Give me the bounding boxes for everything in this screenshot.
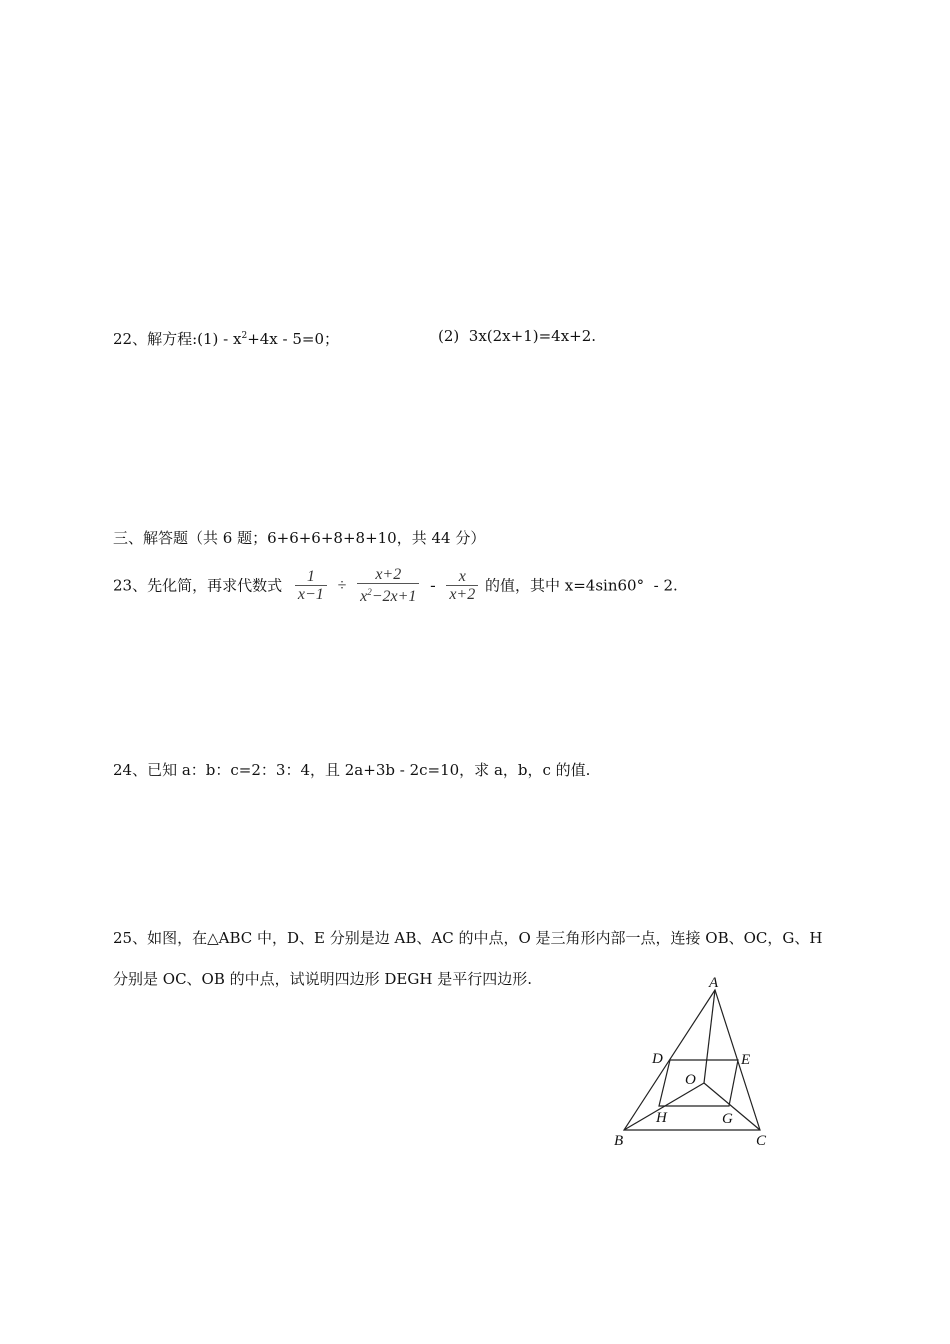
- section-3-heading: 三、解答题（共 6 题；6+6+6+8+8+10，共 44 分）: [113, 529, 486, 547]
- label-e: E: [741, 1052, 751, 1068]
- question-25-line-2: 分别是 OC、OB 的中点，试说明四边形 DEGH 是平行四边形.: [113, 970, 532, 988]
- segment-ob: [624, 1083, 704, 1130]
- label-b: B: [614, 1133, 624, 1149]
- fraction-1: $\frac{1}{x-1}$: [295, 568, 327, 603]
- label-c: C: [756, 1133, 767, 1149]
- question-23: [113, 566, 678, 605]
- label-d: D: [652, 1051, 663, 1067]
- question-24: 24、已知 a：b：c=2：3：4，且 2a+3b - 2c=10，求 a，b，c 的值.: [113, 761, 591, 779]
- segment-ao: [704, 990, 715, 1083]
- q22-part1-text: 22、解方程:(1) - $x^2+4x - 5=0$；: [113, 330, 340, 348]
- divide-operator: ÷: [337, 576, 347, 594]
- q23-prefix: 23、先化简，再求代数式: [113, 576, 283, 595]
- quadrilateral-degh: [659, 1060, 738, 1106]
- label-g: G: [722, 1111, 733, 1127]
- q23-suffix: 的值，其中 x=4sin60° - 2.: [485, 576, 678, 595]
- fraction-3: $\frac{x}{x+2}$: [446, 568, 478, 603]
- question-22: [113, 326, 597, 349]
- label-h: H: [656, 1110, 667, 1126]
- segment-oc: [704, 1083, 760, 1130]
- question-25-line-1: 25、如图，在△ABC 中，D、E 分别是边 AB、AC 的中点，O 是三角形内部一点，连接 OB、OC，G、H: [113, 929, 823, 947]
- label-o: O: [685, 1072, 696, 1088]
- q22-part2-text: (2) 3x(2x+1)=4x+2.: [438, 327, 597, 345]
- fraction-2: $\frac{x+2}{x^2-2x+1}$: [357, 566, 419, 605]
- triangle-abc: [624, 990, 760, 1130]
- label-a: A: [709, 975, 719, 991]
- minus-operator: -: [430, 576, 436, 594]
